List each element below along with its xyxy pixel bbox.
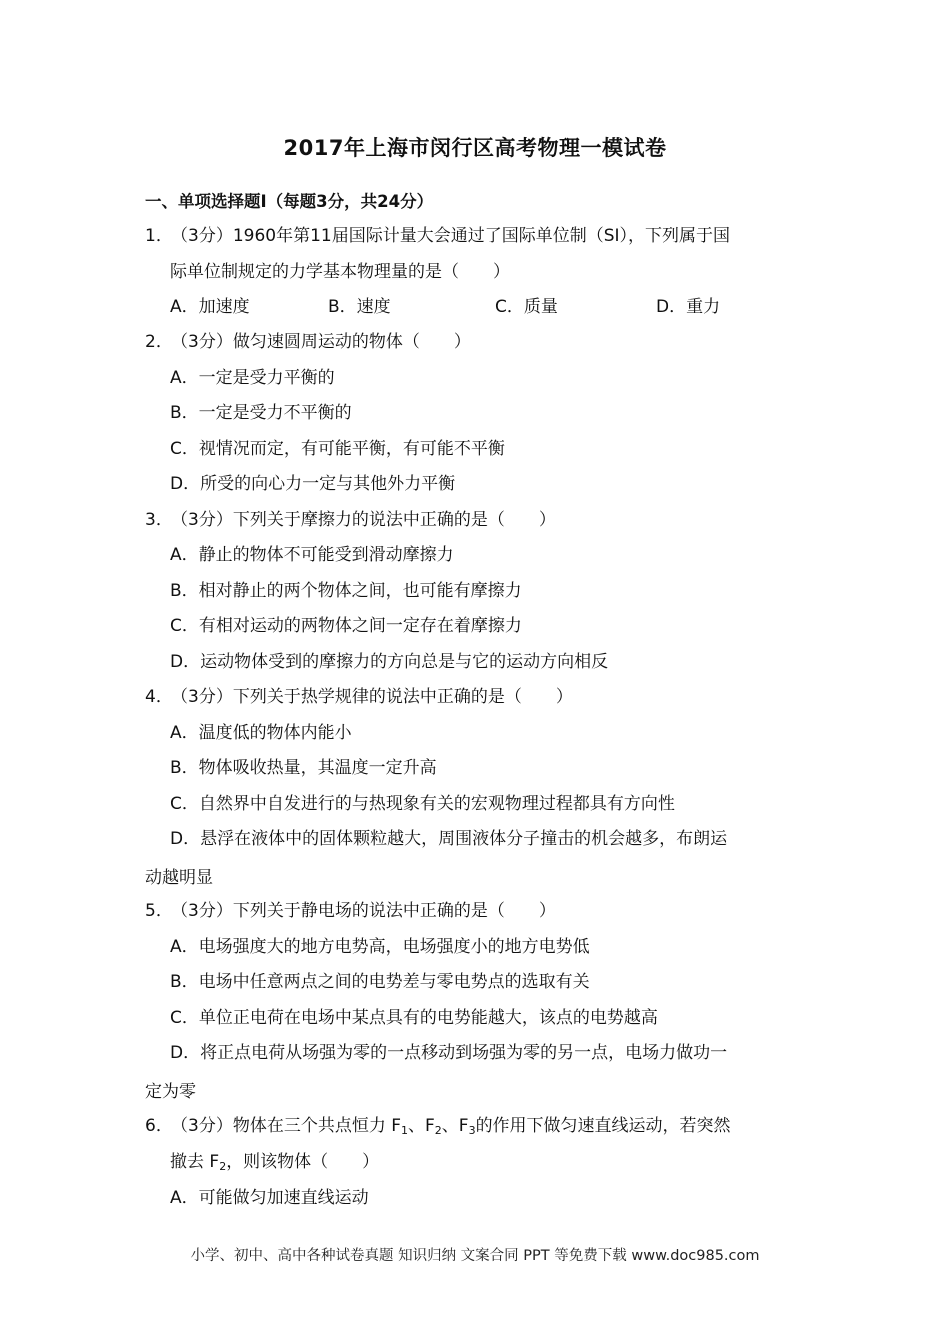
question-text: （3分）下列关于热学规律的说法中正确的是（ ）: [171, 687, 573, 707]
question-3: [145, 509, 556, 531]
section-heading: 一、单项选择题Ⅰ（每题3分，共24分）: [145, 192, 434, 211]
option-a: A．一定是受力平衡的: [170, 368, 335, 388]
question-text-part: 、F: [408, 1116, 435, 1136]
option-d: D．将正点电荷从场强为零的一点移动到场强为零的另一点，电场力做功一: [170, 1043, 728, 1063]
option-c: C．质量: [495, 297, 558, 317]
question-number: 4．: [145, 687, 173, 707]
option-d: D．所受的向心力一定与其他外力平衡: [170, 474, 456, 494]
question-number: 2．: [145, 332, 173, 352]
page-title: 2017年上海市闵行区高考物理一模试卷: [283, 136, 667, 160]
option-a: A．可能做匀加速直线运动: [170, 1188, 369, 1208]
option-a: A．静止的物体不可能受到滑动摩擦力: [170, 545, 454, 565]
option-c: C．有相对运动的两物体之间一定存在着摩擦力: [170, 616, 522, 636]
subscript: 1: [401, 1124, 408, 1137]
question-number: 1．: [145, 226, 173, 246]
question-6-line2: [170, 1151, 379, 1178]
option-b: B．相对静止的两个物体之间，也可能有摩擦力: [170, 581, 522, 601]
question-text-part: 撤去 F: [170, 1152, 220, 1172]
question-number: 6．: [145, 1116, 173, 1136]
option-d: D．运动物体受到的摩擦力的方向总是与它的运动方向相反: [170, 652, 609, 672]
option-a: A．电场强度大的地方电势高，电场强度小的地方电势低: [170, 937, 590, 957]
question-4: [145, 686, 573, 708]
question-1-line2: 际单位制规定的力学基本物理量的是（ ）: [170, 262, 510, 282]
question-text-part: ，则该物体（ ）: [226, 1152, 380, 1172]
option-b: B．一定是受力不平衡的: [170, 403, 352, 423]
question-2: [145, 331, 471, 353]
question-text: （3分）做匀速圆周运动的物体（ ）: [171, 332, 471, 352]
option-b: B．电场中任意两点之间的电势差与零电势点的选取有关: [170, 972, 590, 992]
option-a: A．加速度: [170, 297, 250, 317]
question-text: （3分）下列关于摩擦力的说法中正确的是（ ）: [171, 510, 556, 530]
question-number: 3．: [145, 510, 173, 530]
option-c: C．视情况而定，有可能平衡，有可能不平衡: [170, 439, 505, 459]
option-b: B．速度: [328, 297, 391, 317]
option-b: B．物体吸收热量，其温度一定升高: [170, 758, 437, 778]
page-footer: 小学、初中、高中各种试卷真题 知识归纳 文案合同 PPT 等免费下载 www.doc985.com: [190, 1248, 760, 1264]
option-a: A．温度低的物体内能小: [170, 723, 352, 743]
option-c: C．单位正电荷在电场中某点具有的电势能越大，该点的电势越高: [170, 1008, 658, 1028]
option-c: C．自然界中自发进行的与热现象有关的宏观物理过程都具有方向性: [170, 794, 675, 814]
question-5: [145, 900, 556, 922]
question-text-part: 的作用下做匀速直线运动，若突然: [475, 1116, 731, 1136]
subscript: 3: [468, 1124, 476, 1137]
option-d: D．重力: [656, 297, 721, 317]
subscript: 2: [219, 1160, 227, 1173]
question-text-part: （3分）物体在三个共点恒力 F: [171, 1116, 401, 1136]
option-d: D．悬浮在液体中的固体颗粒越大，周围液体分子撞击的机会越多，布朗运: [170, 829, 728, 849]
question-6: [145, 1115, 731, 1142]
option-d-continuation: 动越明显: [145, 868, 213, 888]
question-text: （3分）下列关于静电场的说法中正确的是（ ）: [171, 901, 556, 921]
question-text: （3分）1960年第11届国际计量大会通过了国际单位制（SI），下列属于国: [171, 226, 731, 246]
option-d-continuation: 定为零: [145, 1082, 196, 1102]
question-number: 5．: [145, 901, 173, 921]
subscript: 2: [434, 1124, 442, 1137]
question-1: [145, 225, 730, 247]
question-text-part: 、F: [441, 1116, 469, 1136]
